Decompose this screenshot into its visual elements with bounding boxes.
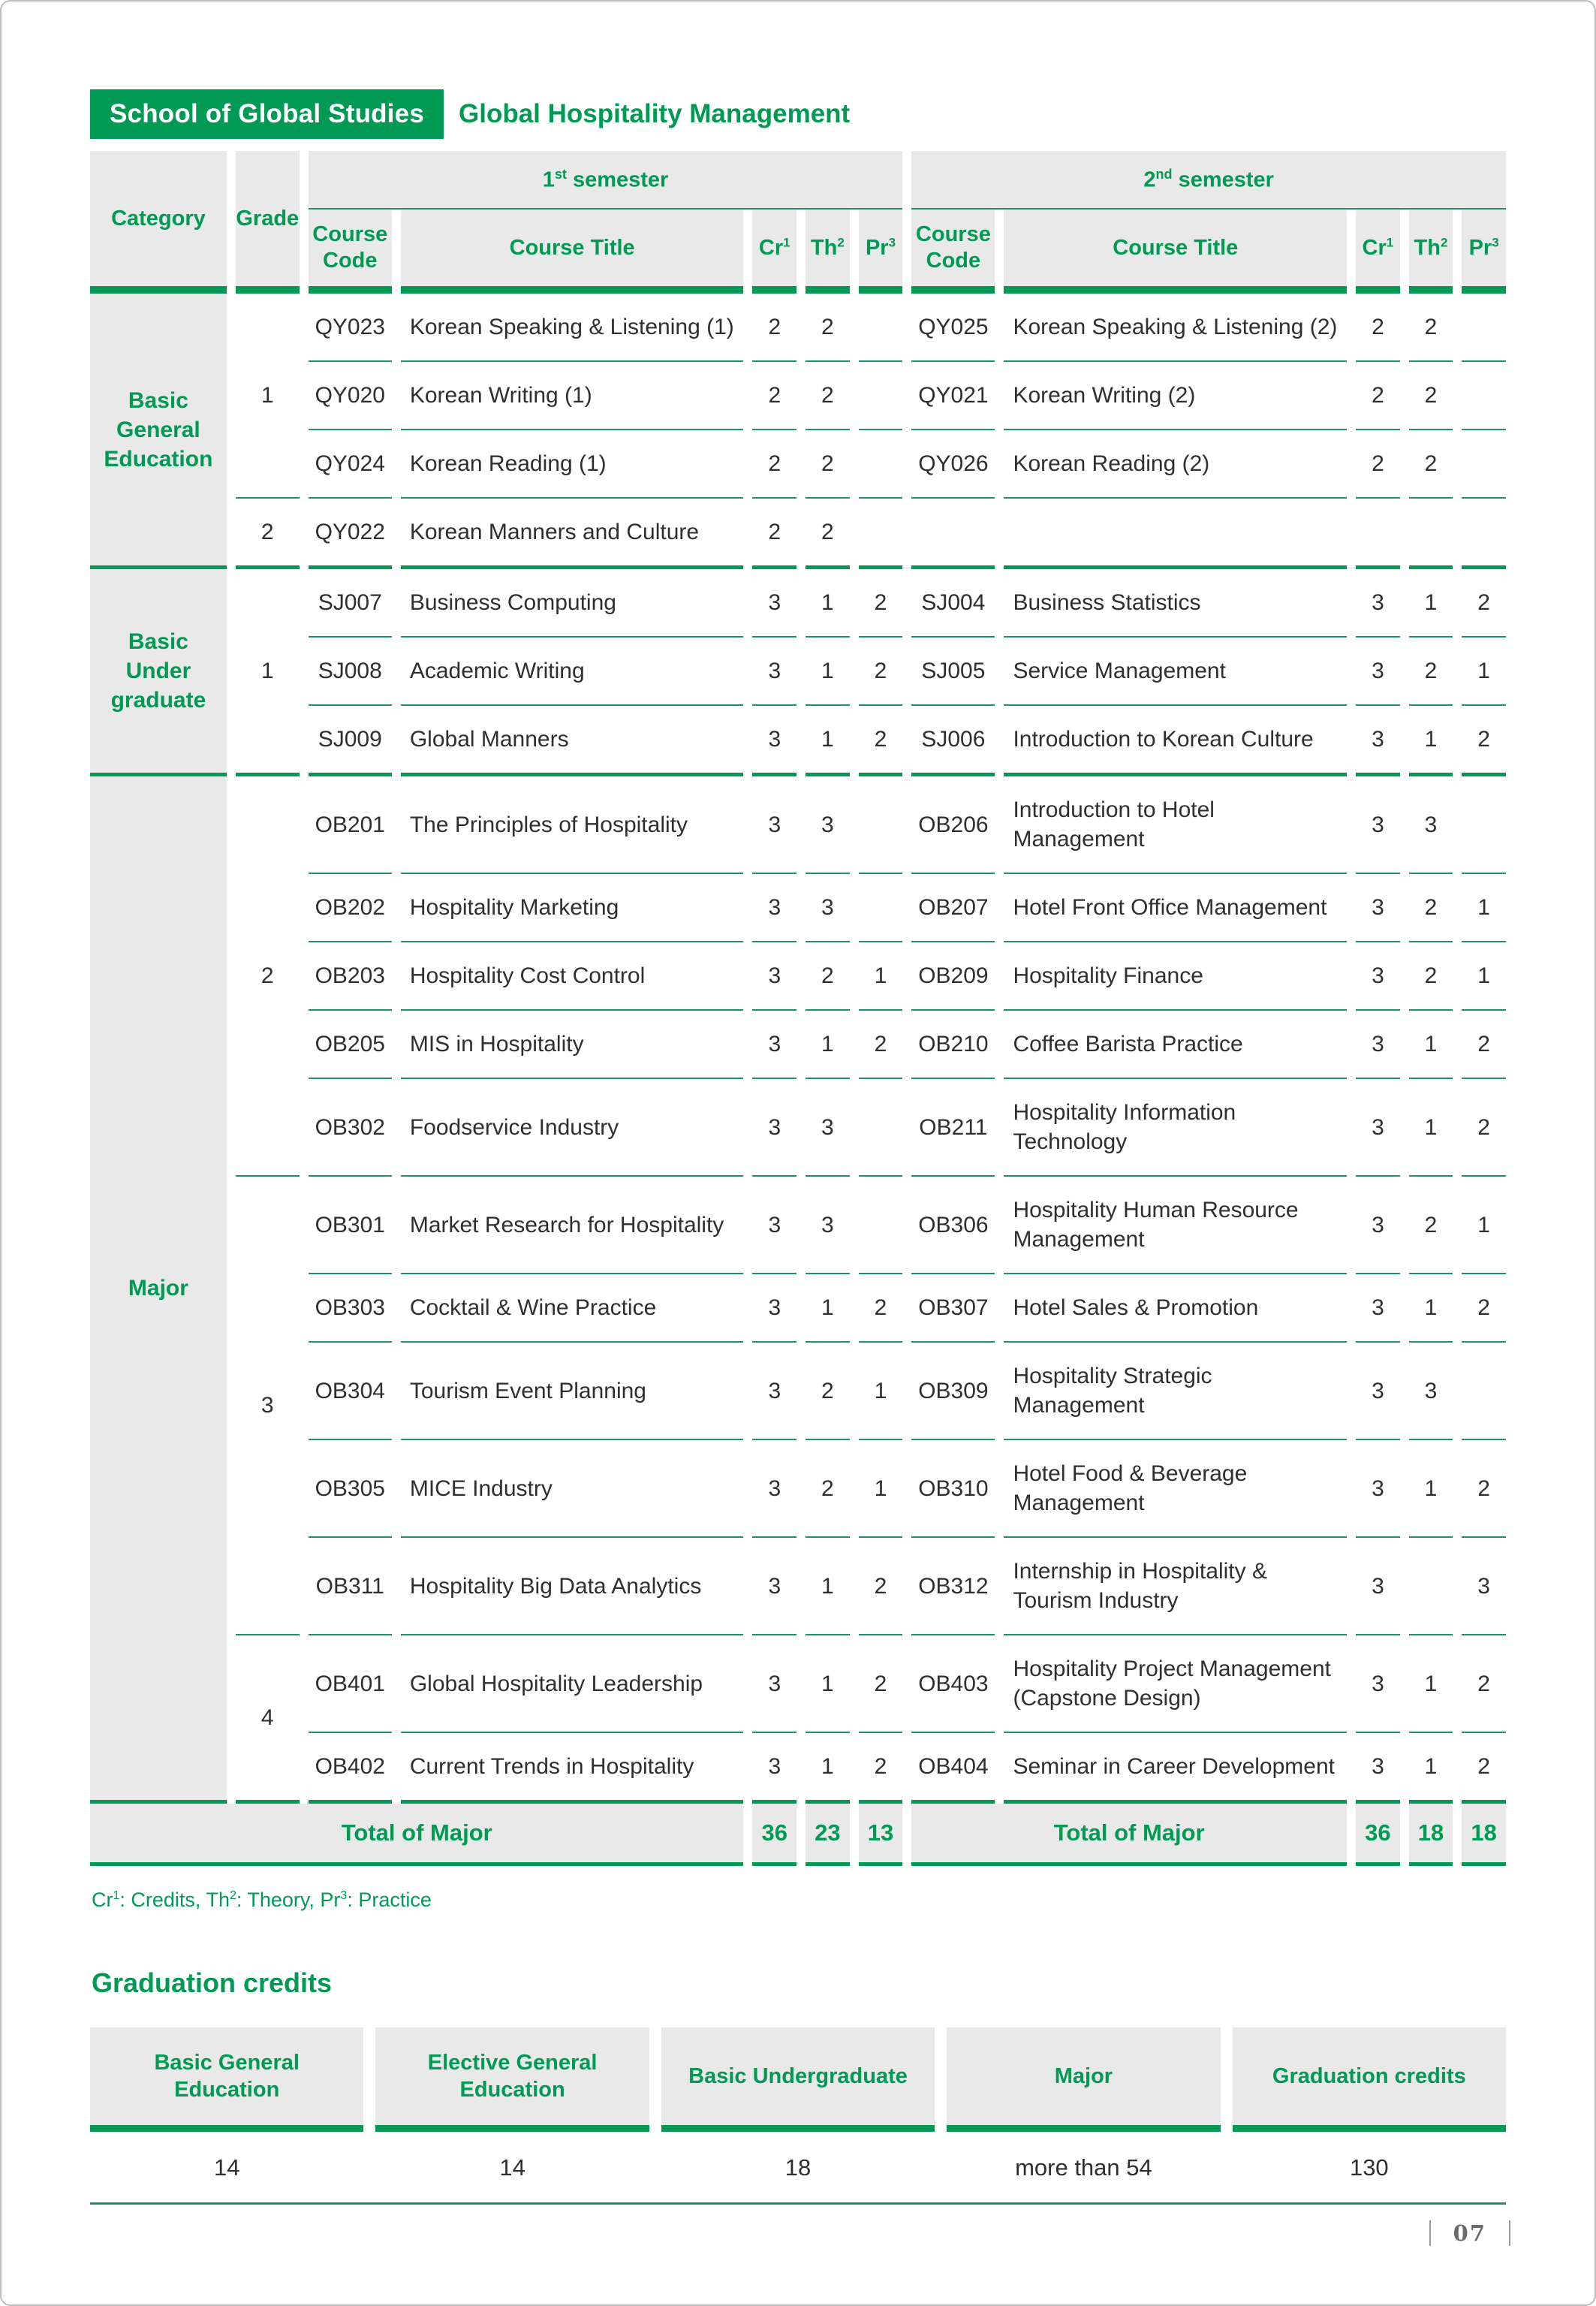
- course-code-cell: OB302: [309, 1079, 392, 1177]
- theory-cell: 1: [806, 569, 850, 638]
- total-of-major-row: [90, 1804, 1506, 1866]
- practice-cell: 2: [1462, 1733, 1506, 1804]
- course-code-cell: SJ009: [309, 706, 392, 776]
- course-title-cell: Coffee Barista Practice: [1004, 1011, 1347, 1079]
- course-title-cell: Hotel Food & Beverage Management: [1004, 1440, 1347, 1538]
- graduation-column-value: 14: [213, 2154, 240, 2181]
- course-row: [90, 1440, 1506, 1538]
- course-title-cell: Internship in Hospitality & Tourism Industry: [1004, 1538, 1347, 1635]
- practice-cell: 2: [1462, 1011, 1506, 1079]
- practice-cell: 2: [859, 1011, 903, 1079]
- practice-cell: [1462, 776, 1506, 874]
- course-title-cell: [1004, 499, 1347, 569]
- course-code-cell: OB210: [911, 1011, 995, 1079]
- semester-word: semester: [1178, 167, 1274, 192]
- credits-cell: 2: [1356, 362, 1400, 430]
- credits-cell: 3: [1356, 942, 1400, 1011]
- page-header: [90, 89, 1506, 139]
- course-title-cell: Current Trends in Hospitality: [401, 1733, 744, 1804]
- credits-cell: 2: [1356, 430, 1400, 499]
- credits-cell: 3: [1356, 706, 1400, 776]
- graduation-column: [947, 2027, 1220, 2202]
- credits-cell: 3: [752, 942, 796, 1011]
- course-title-cell: Market Research for Hospitality: [401, 1177, 744, 1274]
- course-code-cell: QY026: [911, 430, 995, 499]
- total-practice: 13: [859, 1804, 903, 1866]
- practice-cell: 2: [859, 638, 903, 706]
- course-title-cell: Hospitality Big Data Analytics: [401, 1538, 744, 1635]
- theory-header: Th$^2$: [806, 209, 850, 294]
- course-row: [90, 569, 1506, 638]
- category-cell: Major: [90, 776, 227, 1804]
- practice-cell: [859, 294, 903, 362]
- course-code-cell: OB311: [309, 1538, 392, 1635]
- course-code-cell: OB306: [911, 1177, 995, 1274]
- credits-cell: 3: [1356, 1440, 1400, 1538]
- credits-cell: 3: [1356, 1343, 1400, 1440]
- page-number-block: [1429, 2220, 1510, 2246]
- course-row: [90, 1733, 1506, 1804]
- header-row-columns: [90, 209, 1506, 294]
- course-title-cell: Hospitality Cost Control: [401, 942, 744, 1011]
- practice-cell: [859, 1177, 903, 1274]
- course-code-header: Course Code: [309, 209, 392, 294]
- graduation-column-value: 14: [499, 2154, 525, 2181]
- course-code-cell: OB205: [309, 1011, 392, 1079]
- theory-cell: 2: [806, 294, 850, 362]
- course-title-cell: Hospitality Strategic Management: [1004, 1343, 1347, 1440]
- practice-cell: [1462, 294, 1506, 362]
- course-code-cell: OB303: [309, 1274, 392, 1343]
- course-code-cell: QY020: [309, 362, 392, 430]
- practice-cell: 1: [859, 1440, 903, 1538]
- course-code-cell: QY024: [309, 430, 392, 499]
- course-row: [90, 1343, 1506, 1440]
- course-title-cell: Hospitality Human Resource Management: [1004, 1177, 1347, 1274]
- theory-cell: 1: [1409, 569, 1453, 638]
- course-title-cell: Global Manners: [401, 706, 744, 776]
- theory-cell: 2: [806, 362, 850, 430]
- course-row: [90, 1079, 1506, 1177]
- theory-cell: 1: [1409, 1440, 1453, 1538]
- course-title-cell: Global Hospitality Leadership: [401, 1635, 744, 1733]
- theory-cell: 2: [1409, 942, 1453, 1011]
- credits-cell: 3: [1356, 1011, 1400, 1079]
- credits-cell: 3: [1356, 569, 1400, 638]
- grade-cell: 3: [236, 1177, 300, 1635]
- credits-cell: 3: [752, 1079, 796, 1177]
- practice-cell: 2: [859, 1635, 903, 1733]
- course-code-cell: OB401: [309, 1635, 392, 1733]
- course-code-cell: SJ004: [911, 569, 995, 638]
- theory-cell: 3: [806, 874, 850, 942]
- curriculum-table-head: [90, 151, 1506, 294]
- course-code-cell: QY021: [911, 362, 995, 430]
- practice-cell: [859, 430, 903, 499]
- theory-cell: 2: [806, 942, 850, 1011]
- theory-cell: 3: [1409, 1343, 1453, 1440]
- practice-cell: 1: [1462, 1177, 1506, 1274]
- credits-cell: 3: [752, 1177, 796, 1274]
- grade-cell: 4: [236, 1635, 300, 1804]
- course-code-cell: QY022: [309, 499, 392, 569]
- course-code-cell: SJ005: [911, 638, 995, 706]
- course-title-cell: Tourism Event Planning: [401, 1343, 744, 1440]
- credits-cell: 3: [752, 1274, 796, 1343]
- course-row: [90, 1274, 1506, 1343]
- practice-cell: [859, 874, 903, 942]
- theory-cell: 1: [806, 706, 850, 776]
- practice-cell: 2: [859, 706, 903, 776]
- program-title: Global Hospitality Management: [459, 99, 851, 128]
- course-title-cell: Cocktail & Wine Practice: [401, 1274, 744, 1343]
- category-cell: Basic Under graduate: [90, 569, 227, 776]
- practice-cell: 2: [859, 1538, 903, 1635]
- course-code-cell: OB404: [911, 1733, 995, 1804]
- credits-cell: [1356, 499, 1400, 569]
- theory-cell: 2: [1409, 294, 1453, 362]
- graduation-column-header: Basic General Education: [90, 2027, 363, 2132]
- course-row: [90, 1635, 1506, 1733]
- page-number-divider: [1429, 2220, 1431, 2246]
- course-code-cell: SJ008: [309, 638, 392, 706]
- practice-cell: 2: [1462, 1079, 1506, 1177]
- course-code-cell: OB206: [911, 776, 995, 874]
- grade-header: Grade: [236, 151, 300, 294]
- theory-cell: 3: [806, 1079, 850, 1177]
- credits-cell: 3: [752, 776, 796, 874]
- course-code-cell: OB207: [911, 874, 995, 942]
- total-theory: 18: [1409, 1804, 1453, 1866]
- course-title-cell: MICE Industry: [401, 1440, 744, 1538]
- course-row: [90, 362, 1506, 430]
- course-code-cell: OB305: [309, 1440, 392, 1538]
- graduation-column: [1233, 2027, 1506, 2202]
- course-title-cell: Korean Speaking & Listening (2): [1004, 294, 1347, 362]
- practice-cell: [1462, 430, 1506, 499]
- credits-header: Cr$^1$: [752, 209, 796, 294]
- credits-cell: 3: [752, 874, 796, 942]
- course-title-cell: Hotel Front Office Management: [1004, 874, 1347, 942]
- course-code-cell: QY025: [911, 294, 995, 362]
- theory-cell: 1: [806, 1733, 850, 1804]
- credits-cell: 2: [752, 362, 796, 430]
- course-code-header: Course Code: [911, 209, 995, 294]
- course-code-cell: SJ006: [911, 706, 995, 776]
- course-code-cell: OB403: [911, 1635, 995, 1733]
- course-title-header: Course Title: [1004, 209, 1347, 294]
- total-theory: 23: [806, 1804, 850, 1866]
- course-title-cell: Korean Manners and Culture: [401, 499, 744, 569]
- graduation-column-header: Elective General Education: [375, 2027, 649, 2132]
- course-row: [90, 499, 1506, 569]
- theory-cell: 2: [1409, 430, 1453, 499]
- course-code-cell: OB307: [911, 1274, 995, 1343]
- credits-cell: 3: [752, 569, 796, 638]
- theory-cell: [1409, 499, 1453, 569]
- category-cell: Basic General Education: [90, 294, 227, 569]
- theory-cell: 3: [806, 776, 850, 874]
- category-header: Category: [90, 151, 227, 294]
- first-semester-header: [309, 151, 903, 209]
- theory-cell: 1: [806, 1635, 850, 1733]
- semester-number: 2: [1143, 167, 1156, 192]
- theory-cell: 2: [1409, 1177, 1453, 1274]
- credits-cell: 3: [1356, 1079, 1400, 1177]
- course-title-cell: Business Statistics: [1004, 569, 1347, 638]
- total-label: Total of Major: [90, 1804, 743, 1866]
- credits-cell: 3: [1356, 874, 1400, 942]
- practice-cell: 2: [1462, 1274, 1506, 1343]
- theory-cell: 1: [1409, 1011, 1453, 1079]
- course-title-cell: Seminar in Career Development: [1004, 1733, 1347, 1804]
- course-code-cell: OB312: [911, 1538, 995, 1635]
- course-code-cell: SJ007: [309, 569, 392, 638]
- credits-cell: 3: [752, 1343, 796, 1440]
- credits-cell: 3: [1356, 638, 1400, 706]
- course-title-cell: Business Computing: [401, 569, 744, 638]
- credits-header: Cr$^1$: [1356, 209, 1400, 294]
- theory-cell: 3: [806, 1177, 850, 1274]
- page-number: 07: [1453, 2220, 1486, 2246]
- credits-cell: 3: [752, 1011, 796, 1079]
- graduation-column-header: Basic Undergraduate: [661, 2027, 935, 2132]
- total-credits: 36: [752, 1804, 796, 1866]
- practice-cell: [859, 499, 903, 569]
- graduation-column: [375, 2027, 649, 2202]
- course-title-cell: The Principles of Hospitality: [401, 776, 744, 874]
- theory-cell: 2: [806, 430, 850, 499]
- graduation-column: [90, 2027, 363, 2202]
- theory-cell: 1: [1409, 1733, 1453, 1804]
- practice-cell: 2: [859, 1733, 903, 1804]
- course-code-cell: [911, 499, 995, 569]
- course-title-cell: Academic Writing: [401, 638, 744, 706]
- course-row: [90, 776, 1506, 874]
- credits-cell: 3: [752, 1733, 796, 1804]
- theory-cell: 2: [1409, 874, 1453, 942]
- course-row: [90, 1538, 1506, 1635]
- credits-cell: 3: [752, 706, 796, 776]
- graduation-column-value: 130: [1349, 2154, 1389, 2181]
- course-code-cell: OB301: [309, 1177, 392, 1274]
- practice-cell: 1: [1462, 638, 1506, 706]
- theory-cell: 2: [1409, 638, 1453, 706]
- graduation-column-header: Major: [947, 2027, 1220, 2132]
- course-row: [90, 294, 1506, 362]
- credits-cell: 3: [1356, 1733, 1400, 1804]
- course-title-cell: Hospitality Information Technology: [1004, 1079, 1347, 1177]
- course-title-cell: Foodservice Industry: [401, 1079, 744, 1177]
- second-semester-header: [911, 151, 1506, 209]
- header-row-semesters: [90, 151, 1506, 209]
- course-code-cell: OB202: [309, 874, 392, 942]
- course-title-cell: Introduction to Hotel Management: [1004, 776, 1347, 874]
- practice-cell: 2: [1462, 1440, 1506, 1538]
- theory-cell: [1409, 1538, 1453, 1635]
- theory-header: Th$^2$: [1409, 209, 1453, 294]
- graduation-column: [661, 2027, 935, 2202]
- total-practice: 18: [1462, 1804, 1506, 1866]
- grade-cell: 1: [236, 294, 300, 499]
- credits-cell: 3: [1356, 1538, 1400, 1635]
- semester-ordinal: st: [554, 166, 567, 182]
- course-row: [90, 874, 1506, 942]
- theory-cell: 2: [806, 499, 850, 569]
- practice-cell: 2: [1462, 706, 1506, 776]
- course-title-cell: Hotel Sales & Promotion: [1004, 1274, 1347, 1343]
- credits-cell: 3: [1356, 1635, 1400, 1733]
- course-title-cell: Korean Reading (2): [1004, 430, 1347, 499]
- practice-header: Pr$^3$: [1462, 209, 1506, 294]
- theory-cell: 1: [806, 638, 850, 706]
- course-code-cell: OB203: [309, 942, 392, 1011]
- practice-cell: [859, 1079, 903, 1177]
- graduation-column-header: Graduation credits: [1233, 2027, 1506, 2132]
- course-row: [90, 1011, 1506, 1079]
- practice-cell: 2: [859, 569, 903, 638]
- theory-cell: 1: [1409, 1274, 1453, 1343]
- practice-cell: 1: [1462, 874, 1506, 942]
- course-title-cell: Korean Writing (2): [1004, 362, 1347, 430]
- course-title-cell: Korean Writing (1): [401, 362, 744, 430]
- theory-cell: 1: [806, 1011, 850, 1079]
- course-title-header: Course Title: [401, 209, 744, 294]
- practice-cell: [1462, 362, 1506, 430]
- course-title-cell: Hospitality Project Management (Capstone Design): [1004, 1635, 1347, 1733]
- course-table-body: [90, 294, 1506, 1866]
- credits-cell: 3: [752, 1635, 796, 1733]
- theory-cell: 3: [1409, 776, 1453, 874]
- course-title-cell: MIS in Hospitality: [401, 1011, 744, 1079]
- legend-footnote: Cr$^1$: Credits, Th$^2$: Theory, Pr$^3$: Practice: [92, 1889, 432, 1912]
- grade-cell: 1: [236, 569, 300, 776]
- course-code-cell: OB310: [911, 1440, 995, 1538]
- course-code-cell: OB209: [911, 942, 995, 1011]
- theory-cell: 1: [806, 1274, 850, 1343]
- credits-cell: 3: [752, 638, 796, 706]
- course-title-cell: Service Management: [1004, 638, 1347, 706]
- credits-cell: 2: [752, 294, 796, 362]
- course-row: [90, 1177, 1506, 1274]
- theory-cell: 1: [1409, 706, 1453, 776]
- credits-cell: 2: [1356, 294, 1400, 362]
- practice-cell: [859, 776, 903, 874]
- practice-cell: 3: [1462, 1538, 1506, 1635]
- semester-number: 1: [542, 167, 555, 192]
- theory-cell: 1: [806, 1538, 850, 1635]
- practice-cell: [859, 362, 903, 430]
- practice-cell: [1462, 499, 1506, 569]
- credits-cell: 2: [752, 430, 796, 499]
- total-label: Total of Major: [911, 1804, 1347, 1866]
- course-row: [90, 706, 1506, 776]
- course-code-cell: OB211: [911, 1079, 995, 1177]
- theory-cell: 2: [806, 1440, 850, 1538]
- course-title-cell: Korean Reading (1): [401, 430, 744, 499]
- practice-cell: 2: [859, 1274, 903, 1343]
- practice-cell: 1: [1462, 942, 1506, 1011]
- graduation-credits-table: [90, 2027, 1506, 2205]
- course-code-cell: QY023: [309, 294, 392, 362]
- course-code-cell: OB304: [309, 1343, 392, 1440]
- curriculum-table: [81, 151, 1515, 1866]
- course-title-cell: Introduction to Korean Culture: [1004, 706, 1347, 776]
- semester-word: semester: [572, 167, 669, 192]
- semester-ordinal: nd: [1155, 166, 1173, 182]
- total-credits: 36: [1356, 1804, 1400, 1866]
- practice-cell: 1: [859, 1343, 903, 1440]
- theory-cell: 2: [1409, 362, 1453, 430]
- theory-cell: 1: [1409, 1079, 1453, 1177]
- credits-cell: 3: [1356, 776, 1400, 874]
- course-title-cell: Korean Speaking & Listening (1): [401, 294, 744, 362]
- credits-cell: 3: [752, 1440, 796, 1538]
- graduation-credits-title: Graduation credits: [92, 1967, 333, 1999]
- credits-cell: 2: [752, 499, 796, 569]
- course-row: [90, 942, 1506, 1011]
- course-code-cell: OB201: [309, 776, 392, 874]
- practice-cell: 2: [1462, 1635, 1506, 1733]
- course-row: [90, 638, 1506, 706]
- credits-cell: 3: [1356, 1274, 1400, 1343]
- graduation-column-value: 18: [784, 2154, 812, 2181]
- course-code-cell: OB309: [911, 1343, 995, 1440]
- theory-cell: 2: [806, 1343, 850, 1440]
- practice-cell: [1462, 1343, 1506, 1440]
- graduation-column-value: more than 54: [1015, 2154, 1152, 2181]
- practice-header: Pr$^3$: [859, 209, 903, 294]
- school-badge: School of Global Studies: [90, 89, 444, 139]
- course-title-cell: Hospitality Marketing: [401, 874, 744, 942]
- page-number-divider: [1509, 2220, 1510, 2246]
- grade-cell: 2: [236, 499, 300, 569]
- practice-cell: 2: [1462, 569, 1506, 638]
- course-title-cell: Hospitality Finance: [1004, 942, 1347, 1011]
- theory-cell: 1: [1409, 1635, 1453, 1733]
- course-row: [90, 430, 1506, 499]
- grade-cell: 2: [236, 776, 300, 1177]
- credits-cell: 3: [1356, 1177, 1400, 1274]
- credits-cell: 3: [752, 1538, 796, 1635]
- course-code-cell: OB402: [309, 1733, 392, 1804]
- practice-cell: 1: [859, 942, 903, 1011]
